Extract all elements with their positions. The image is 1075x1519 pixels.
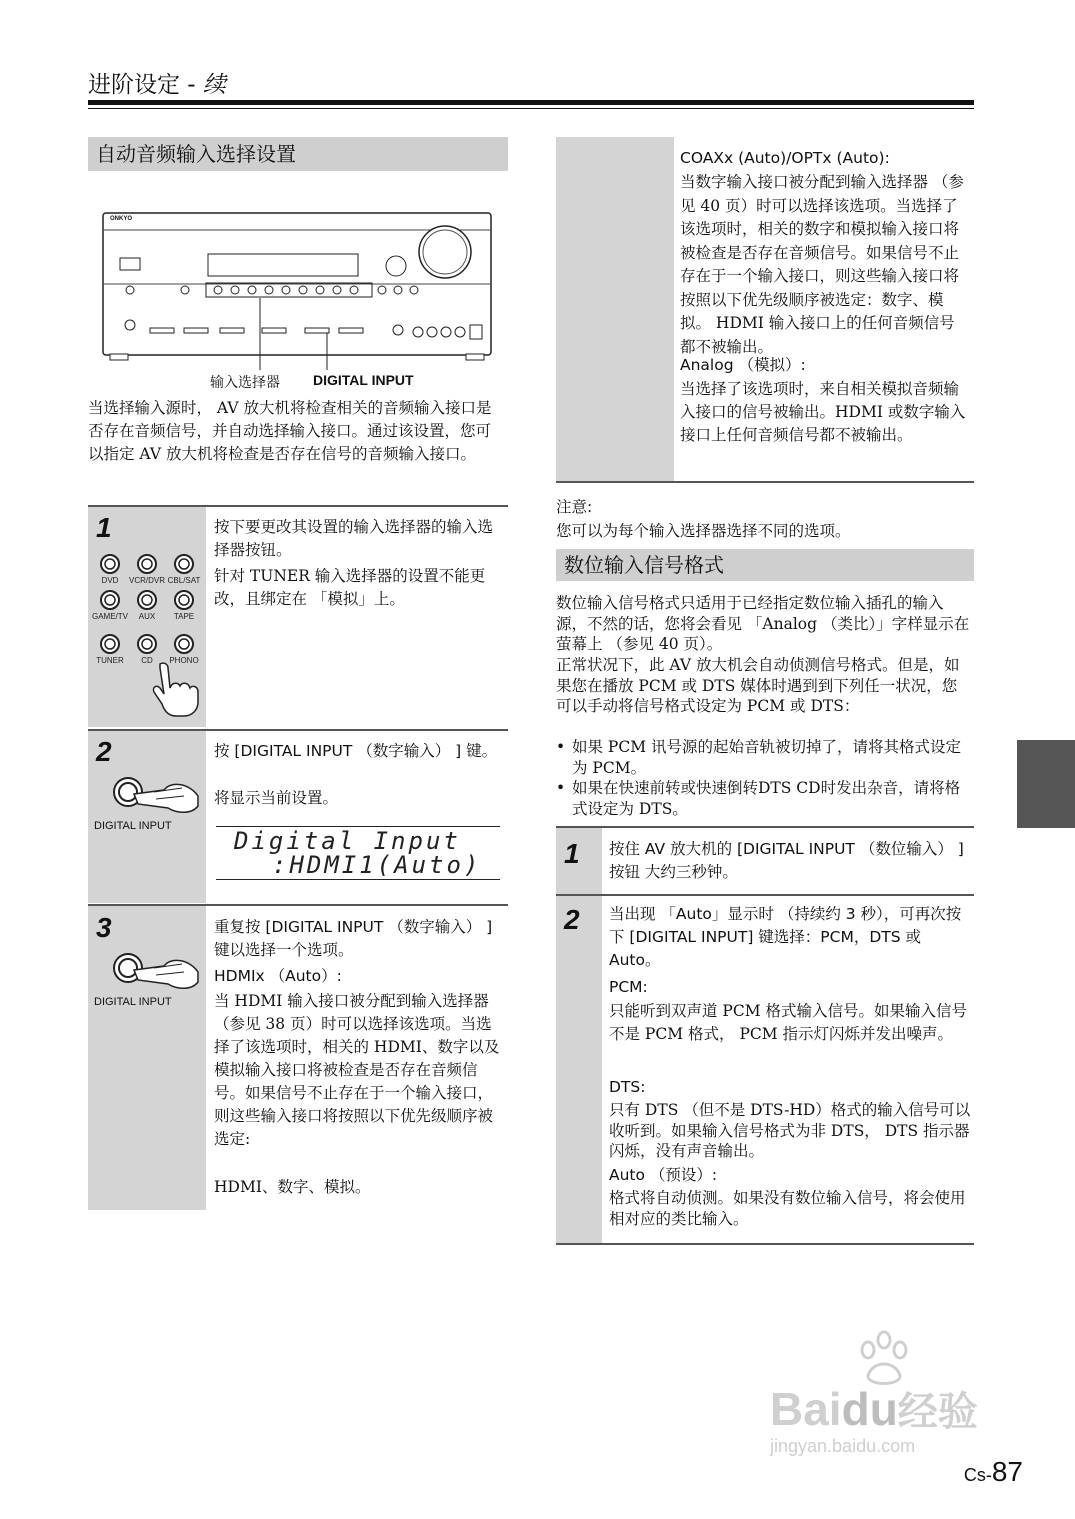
button-label-tape: TAPE bbox=[173, 612, 195, 621]
step2-title: 按 [DIGITAL INPUT （数字输入） ] 键。 bbox=[214, 742, 498, 760]
option-hdmix-order: HDMI、数字、模拟。 bbox=[214, 1178, 371, 1196]
option-coax-body: 当数字输入接口被分配到输入选择器 （参见 40 页）时可以选择该选项。当选择了该选项时，相关的数字和模拟输入接口将被检查是否存在音频信号。如果信号不止存在于一个输入接口，则这些输入接口将按照以下优先级顺序被选定：数字、模拟。 HDMI 输入接口上的任何音频信号都不被输出。 bbox=[680, 173, 964, 356]
receiver-front-panel-icon bbox=[100, 210, 495, 390]
selector-button-icon bbox=[98, 632, 122, 656]
button-label-phono: PHONO bbox=[169, 656, 199, 665]
step3-number: 3 bbox=[96, 912, 112, 943]
button-label-cbl-sat: CBL/SAT bbox=[167, 576, 201, 585]
chapter-side-tab bbox=[1017, 740, 1075, 828]
format-paragraph-1: 数位输入信号格式只适用于已经指定数位输入插孔的输入源，不然的话，您将会看见 「Analog （类比）」字样显示在萤幕上 （参见 40 页）。 bbox=[556, 594, 970, 653]
section-title-auto-input: 自动音频输入选择设置 bbox=[88, 137, 508, 171]
watermark-bai: Bai bbox=[770, 1383, 842, 1435]
step3-title: 重复按 [DIGITAL INPUT （数字输入） ] 键以选择一个选项。 bbox=[214, 918, 493, 959]
right-step2-divider bbox=[556, 894, 974, 896]
step3-icon-label: DIGITAL INPUT bbox=[94, 996, 172, 1008]
option-dts-body: 只有 DTS （但不是 DTS-HD）格式的输入信号可以收听到。如果输入信号格式为非 DTS， DTS 指示器闪烁，没有声音输出。 bbox=[609, 1101, 971, 1160]
intro-paragraph: 当选择输入源时， AV 放大机将检查相关的音频输入接口是否存在音频信号，并自动选择输入接口。通过该设置，您可以指定 AV 放大机将检查是否存在信号的音频输入接口。 bbox=[88, 399, 492, 463]
watermark-url: jingyan.baidu.com bbox=[770, 1436, 916, 1456]
lcd-line-2: :HDMI1(Auto) bbox=[272, 851, 482, 879]
header-title-suffix: 续 bbox=[202, 72, 226, 98]
button-label-cd: CD bbox=[141, 656, 153, 665]
option-dts-label: DTS: bbox=[609, 1078, 646, 1096]
selector-button-icon bbox=[172, 632, 196, 656]
selector-button-icon bbox=[98, 552, 122, 576]
options-bottom-divider bbox=[556, 481, 974, 483]
option-pcm-body: 只能听到双声道 PCM 格式输入信号。如果输入信号不是 PCM 格式， PCM 指示灯闪烁并发出噪声。 bbox=[609, 1002, 968, 1043]
selector-button-icon bbox=[135, 632, 159, 656]
selector-button-icon bbox=[98, 588, 122, 612]
page-header bbox=[88, 66, 226, 99]
pointing-hand-icon bbox=[150, 660, 206, 718]
button-label-aux: AUX bbox=[138, 612, 156, 621]
digital-input-button-icon bbox=[108, 770, 203, 820]
bullet-dts-text: 如果在快速前转或快速倒转DTS CD时发出杂音，请将格式设定为 DTS。 bbox=[572, 779, 961, 818]
watermark-text bbox=[770, 1380, 978, 1437]
digital-input-button-icon bbox=[108, 946, 203, 996]
bullet-dot: • bbox=[556, 779, 566, 797]
header-rule-thin bbox=[88, 108, 974, 109]
right-step2-number: 2 bbox=[564, 904, 580, 935]
right-step2-panel bbox=[556, 896, 602, 1243]
page-number bbox=[964, 1456, 1023, 1488]
button-label-game-tv: GAME/TV bbox=[91, 612, 128, 621]
option-hdmix-body: 当 HDMI 输入接口被分配到输入选择器 （参见 38 页）时可以选择该选项。当选择了该选项时，相关的 HDMI、数字以及模拟输入接口将被检查是否存在音频信号。如果信号不止存在于一个输入接口，则这些输入接口将按照以下优先级顺序被选定: bbox=[214, 992, 500, 1148]
option-analog-body: 当选择了该选项时，来自相关模拟音频输入接口的信号被输出。HDMI 或数字输入接口上任何音频信号都不被输出。 bbox=[680, 380, 966, 444]
right-step2-bottom-divider bbox=[556, 1243, 974, 1245]
right-step1-divider bbox=[556, 826, 974, 828]
label-digital-input: DIGITAL INPUT bbox=[313, 372, 414, 388]
note-body: 您可以为每个输入选择器选择不同的选项。 bbox=[556, 522, 851, 540]
option-auto-body: 格式将自动侦测。如果没有数位输入信号，将会使用相对应的类比输入。 bbox=[609, 1189, 966, 1228]
right-step1-title: 按住 AV 放大机的 [DIGITAL INPUT （数位输入） ] 按钮 大约三秒钟。 bbox=[609, 840, 964, 881]
bullet-pcm-text: 如果 PCM 讯号源的起始音轨被切掉了，请将其格式设定为 PCM。 bbox=[572, 738, 962, 777]
format-paragraph-2: 正常状况下，此 AV 放大机会自动侦测信号格式。但是，如果您在播放 PCM 或 DTS 媒体时遇到到下列任一状况，您可以手动将信号格式设定为 PCM 或 DTS： bbox=[556, 656, 960, 715]
option-auto-label: Auto （预设）: bbox=[609, 1166, 718, 1184]
option-analog-label: Analog （模拟）: bbox=[680, 356, 806, 374]
watermark-jingyan: 经验 bbox=[897, 1389, 978, 1435]
step2-body: 将显示当前设置。 bbox=[214, 789, 339, 807]
option-hdmix-label: HDMIx （Auto）: bbox=[214, 967, 342, 985]
step2-icon-label: DIGITAL INPUT bbox=[94, 820, 172, 832]
section-title-digital-format: 数位输入信号格式 bbox=[556, 549, 974, 581]
selector-button-icon bbox=[135, 588, 159, 612]
header-title: 进阶设定 - bbox=[88, 72, 203, 98]
selector-button-icon bbox=[135, 552, 159, 576]
options-cont-panel bbox=[556, 137, 674, 481]
button-label-tuner: TUNER bbox=[96, 656, 124, 665]
button-label-dvd: DVD bbox=[101, 576, 119, 585]
lcd-line-1: Digital Input bbox=[234, 827, 461, 855]
note-label: 注意: bbox=[556, 498, 593, 516]
brand-logo: ONKYO bbox=[110, 216, 133, 222]
input-selector-buttons bbox=[90, 552, 206, 722]
selector-button-icon bbox=[172, 588, 196, 612]
header-rule bbox=[88, 100, 974, 105]
page-prefix: Cs- bbox=[963, 1465, 992, 1485]
step1-number: 1 bbox=[96, 512, 112, 543]
option-pcm-label: PCM: bbox=[609, 978, 648, 996]
bullet-dot: • bbox=[556, 738, 566, 756]
step1-body: 针对 TUNER 输入选择器的设置不能更改，且绑定在 「模拟」上。 bbox=[214, 567, 486, 608]
page-number-value: 87 bbox=[991, 1456, 1023, 1487]
watermark-du: du bbox=[841, 1383, 898, 1435]
receiver-illustration bbox=[100, 210, 495, 390]
button-label-vcr-dvr: VCR/DVR bbox=[128, 576, 165, 585]
option-coax-label: COAXx (Auto)/OPTx (Auto): bbox=[680, 149, 890, 167]
label-input-selector: 输入选择器 bbox=[210, 374, 280, 390]
step2-number: 2 bbox=[96, 736, 112, 767]
selector-button-icon bbox=[172, 552, 196, 576]
right-step1-number: 1 bbox=[564, 838, 580, 869]
step1-title: 按下要更改其设置的输入选择器的输入选择器按钮。 bbox=[214, 518, 494, 559]
right-step2-title: 当出现 「Auto」显示时 （持续约 3 秒），可再次按下 [DIGITAL INPUT] 键选择：PCM，DTS 或 Auto。 bbox=[609, 905, 962, 969]
lcd-display bbox=[216, 826, 500, 880]
